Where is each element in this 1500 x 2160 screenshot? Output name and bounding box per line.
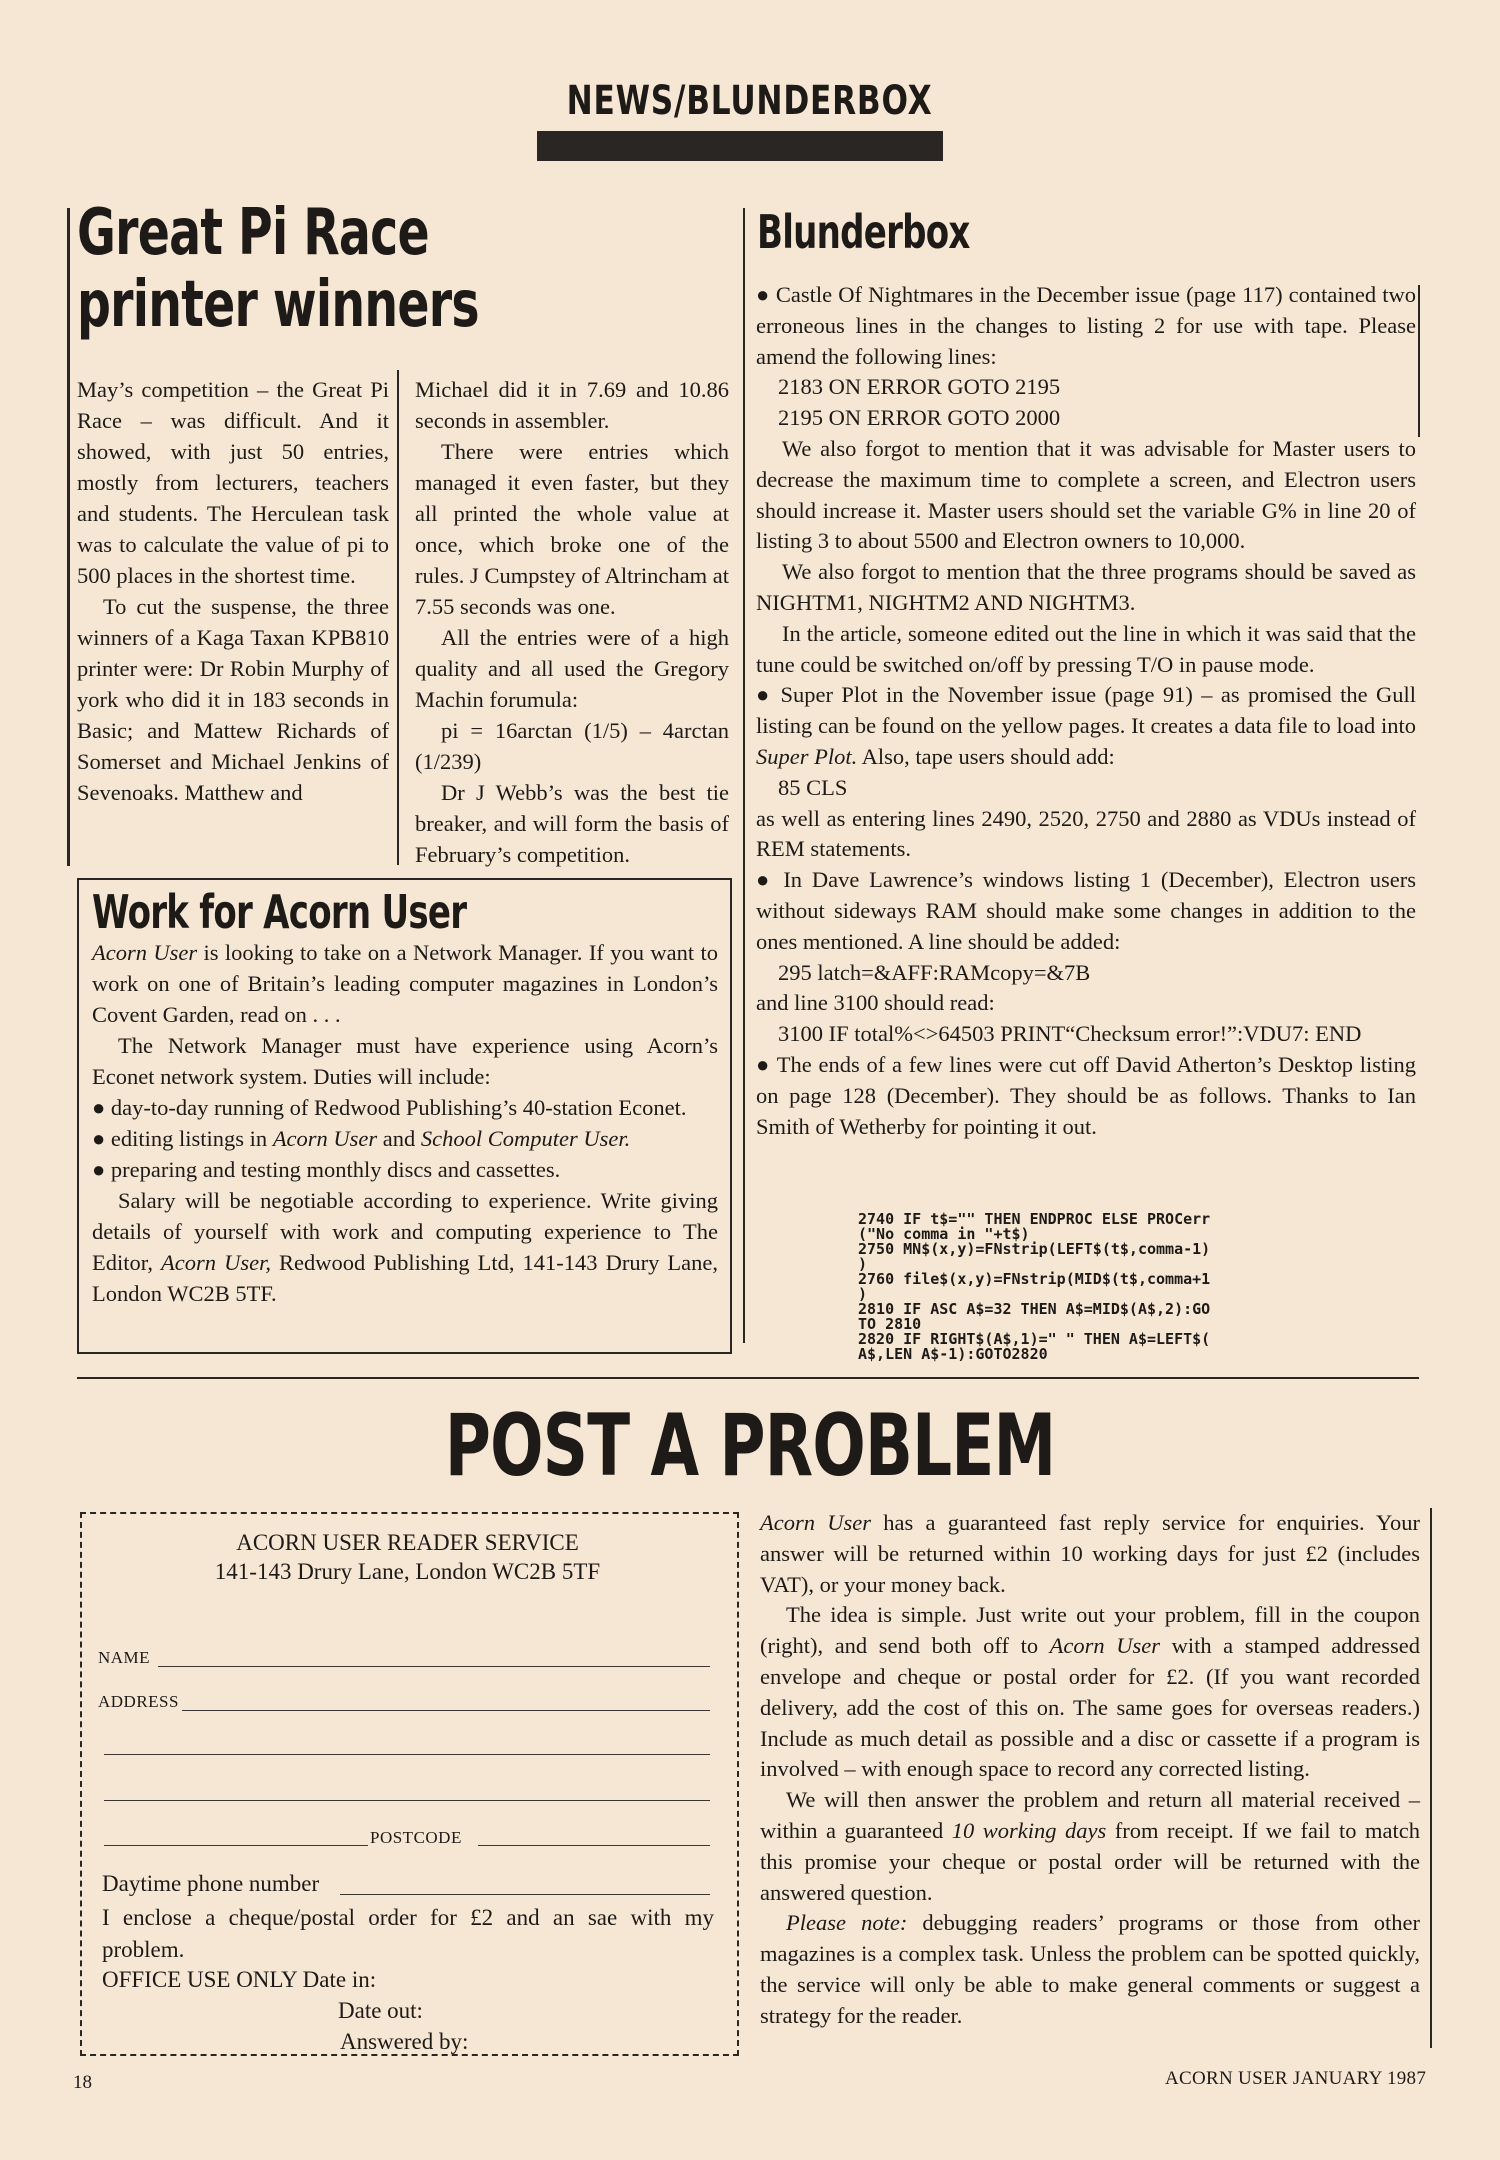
section-divider [77,1377,1419,1379]
blunderbox-paragraph: and line 3100 should read: [756,990,995,1016]
post-problem-headline: POST A PROBLEM [444,1396,1056,1496]
postcode-label: POSTCODE [370,1828,462,1847]
coupon-header [80,1528,735,1586]
post-problem-paragraph: The idea is simple. Just write out your problem, fill in the coupon (right), and send both off to Acorn User with a stamped addressed envelope and cheque or postal order for £2. (If you want recorded delivery, add the cost of this on. The same goes for overseas readers.) Include as much detail as possible and a disc or cassette if a program is involved – with enough space to record any corrected listing. [760,1602,1421,1782]
address-field-2[interactable] [104,1754,710,1755]
title-bar [537,131,943,161]
post-problem-paragraph: We will then answer the problem and return all material received – within a guaranteed 10 working days from receipt. If we fail to match this promise your cheque or postal order will be returned with the answered question. [760,1787,1421,1905]
code-line: 2183 ON ERROR GOTO 2195 [778,374,1061,400]
work-bullet: ● editing listings in Acorn User and School Computer User. [92,1126,631,1151]
work-paragraph: Acorn User is looking to take on a Network Manager. If you want to work on one of Britain’s leading computer magazines in London’s Covent Garden, read on . . . [92,940,719,1027]
pi-race-headline-2: printer winners [77,268,479,342]
pi-race-paragraph: There were entries which managed it even faster, but they all printed the whole value at once, which broke one of the rules. J Cumpstey of Altrincham at 7.55 seconds was one. [415,439,729,619]
pi-race-headline-1: Great Pi Race [77,196,429,270]
listing-line: TO 2810 [858,1315,922,1333]
blunderbox-paragraph: In the article, someone edited out the line in which it was said that the tune could be switched on/off by pressing T/O in pause mode. [756,620,1416,677]
listing-line: 2810 IF ASC A$=32 THEN A$=MID$(A$,2):GO [858,1300,1211,1318]
name-label: NAME [98,1648,151,1667]
work-headline: Work for Acorn User [92,885,467,939]
blunderbox-item: ● In Dave Lawrence’s windows listing 1 (December), Electron users without sideways RAM should make some changes in addition to the ones mentioned. A line should be added: [756,867,1416,954]
post-problem-paragraph: Please note: debugging readers’ programs or those from other magazines is a complex task. Unless the problem can be spotted quickly, the service will only be able to make general comments or suggest a strategy for the reader. [760,1910,1420,2028]
pi-race-paragraph: May’s competition – the Great Pi Race – was difficult. And it showed, with just 50 entries, mostly from lecturers, teachers and students. The Herculean task was to calculate the value of pi to 500 places in the shortest time. [77,377,389,588]
blunderbox-item: ● Super Plot in the November issue (page 91) – as promised the Gull listing can be found on the yellow pages. It creates a data file to load into Super Plot. Also, tape users should add: [756,682,1416,769]
work-paragraph: Salary will be negotiable according to experience. Write giving details of yourself with work and computing experience to The Editor, Acorn User, Redwood Publishing Ltd, 141-143 Drury Lane, London WC2B 5TF. [92,1188,718,1306]
blunderbox-paragraph: We also forgot to mention that it was advisable for Master users to decrease the maximum time to complete a screen, and Electron users should increase it. Master users should set the variable G% in line 20 of listing 3 to about 5500 and Electron owners to 10,000. [756,435,1416,554]
listing-line: 2760 file$(x,y)=FNstrip(MID$(t$,comma+1 [858,1270,1211,1288]
post-problem-headline-wrap [0,1398,1500,1494]
coupon-address: 141-143 Drury Lane, London WC2B 5TF [214,1559,601,1584]
blunderbox-headline: Blunderbox [757,205,970,259]
name-field[interactable] [158,1666,710,1667]
code-line: 85 CLS [778,774,848,800]
listing-line: 2740 IF t$="" THEN ENDPROC ELSE PROCerr [858,1210,1211,1228]
post-problem-paragraph: Acorn User has a guaranteed fast reply service for enquiries. Your answer will be returned within 10 working days for just £2 (includes VAT), or your money back. [760,1510,1421,1597]
bullet-icon: ● [756,1051,771,1077]
pi-race-paragraph: Dr J Webb’s was the best tie breaker, and will form the basis of February’s competition. [415,780,729,867]
blunderbox-body [756,280,1416,1142]
post-problem-right-rule [1430,1508,1432,2048]
coupon-title: ACORN USER READER SERVICE [236,1530,579,1555]
code-line: 295 latch=&AFF:RAMcopy=&7B [778,959,1091,985]
listing-line: ) [858,1255,868,1273]
code-listing [858,1212,1388,1362]
code-line: 2195 ON ERROR GOTO 2000 [778,405,1061,431]
office-use [102,1964,376,1995]
date-in-label: Date in: [302,1967,377,1992]
address-field-1[interactable] [182,1710,710,1711]
answered-by-label: Answered by: [340,2029,469,2054]
page-number: 18 [73,2072,92,2093]
address-field-3[interactable] [104,1800,710,1801]
postcode-field[interactable] [478,1845,710,1846]
listing-line: 2750 MN$(x,y)=FNstrip(LEFT$(t$,comma-1) [858,1240,1211,1258]
bullet-icon: ● [756,867,774,893]
pi-race-paragraph: Michael did it in 7.69 and 10.86 seconds in assembler. [415,377,729,433]
phone-label: Daytime phone number [102,1871,320,1896]
blunderbox-item: ● Castle Of Nightmares in the December issue (page 117) contained two erroneous lines in the changes to listing 2 for use with tape. Please amend the following lines: [756,282,1417,369]
work-bullet: ● preparing and testing monthly discs and cassettes. [92,1157,561,1182]
section-title: NEWS/BLUNDERBOX [567,78,933,124]
pi-race-column-2 [415,374,729,870]
pi-race-column-1 [77,374,389,808]
blunderbox-item: ● The ends of a few lines were cut off David Atherton’s Desktop listing on page 128 (December). They should be as follows. Thanks to Ian Smith of Wetherby for pointing it out. [756,1051,1417,1139]
blunderbox-left-rule [743,208,745,1343]
address-field-4[interactable] [104,1845,368,1846]
bullet-icon: ● [756,682,773,708]
work-paragraph: The Network Manager must have experience using Acorn’s Econet network system. Duties will include: [92,1033,718,1089]
bullet-icon: ● [92,1126,106,1151]
magazine-footer: ACORN USER JANUARY 1987 [1165,2068,1427,2089]
listing-line: ("No comma in "+t$) [858,1225,1030,1243]
code-line: 3100 IF total%<>64503 PRINT“Checksum error!”:VDU7: END [778,1021,1362,1047]
pi-race-paragraph: To cut the suspense, the three winners of a Kaga Taxan KPB810 printer were: Dr Robin Murphy of york who did it in 183 seconds in Basic; and Mattew Richards of Somerset and Michael Jenkins of Sevenoaks. Matthew and [77,594,389,805]
work-body [92,937,718,1309]
bullet-icon: ● [92,1157,106,1182]
left-column-rule [67,208,70,866]
pi-formula: pi = 16arctan (1/5) – 4arctan (1/239) [415,718,729,774]
date-out-label: Date out: [338,1998,423,2023]
pi-race-paragraph: All the entries were of a high quality and all used the Gregory Machin forumula: [415,625,729,712]
work-bullet: ● day-to-day running of Redwood Publishing’s 40-station Econet. [92,1095,687,1120]
blunderbox-paragraph: We also forgot to mention that the three programs should be saved as NIGHTM1, NIGHTM2 AND NIGHTM3. [756,559,1416,615]
listing-line: 2820 IF RIGHT$(A$,1)=" " THEN A$=LEFT$( [858,1330,1211,1348]
listing-line: A$,LEN A$-1):GOTO2820 [858,1345,1048,1363]
office-use-label: OFFICE USE ONLY [102,1967,297,1992]
address-label: ADDRESS [98,1692,179,1711]
bullet-icon: ● [92,1095,106,1120]
post-problem-body [760,1508,1420,2032]
blunderbox-paragraph: as well as entering lines 2490, 2520, 2750 and 2880 as VDUs instead of REM statements. [756,805,1416,862]
listing-line: ) [858,1285,868,1303]
pi-column-divider [397,370,399,865]
blunderbox-right-rule [1418,285,1420,437]
bullet-icon: ● [756,282,770,307]
enclose-text: I enclose a cheque/postal order for £2 and an sae with my problem. [102,1905,714,1962]
phone-field[interactable] [340,1894,710,1895]
